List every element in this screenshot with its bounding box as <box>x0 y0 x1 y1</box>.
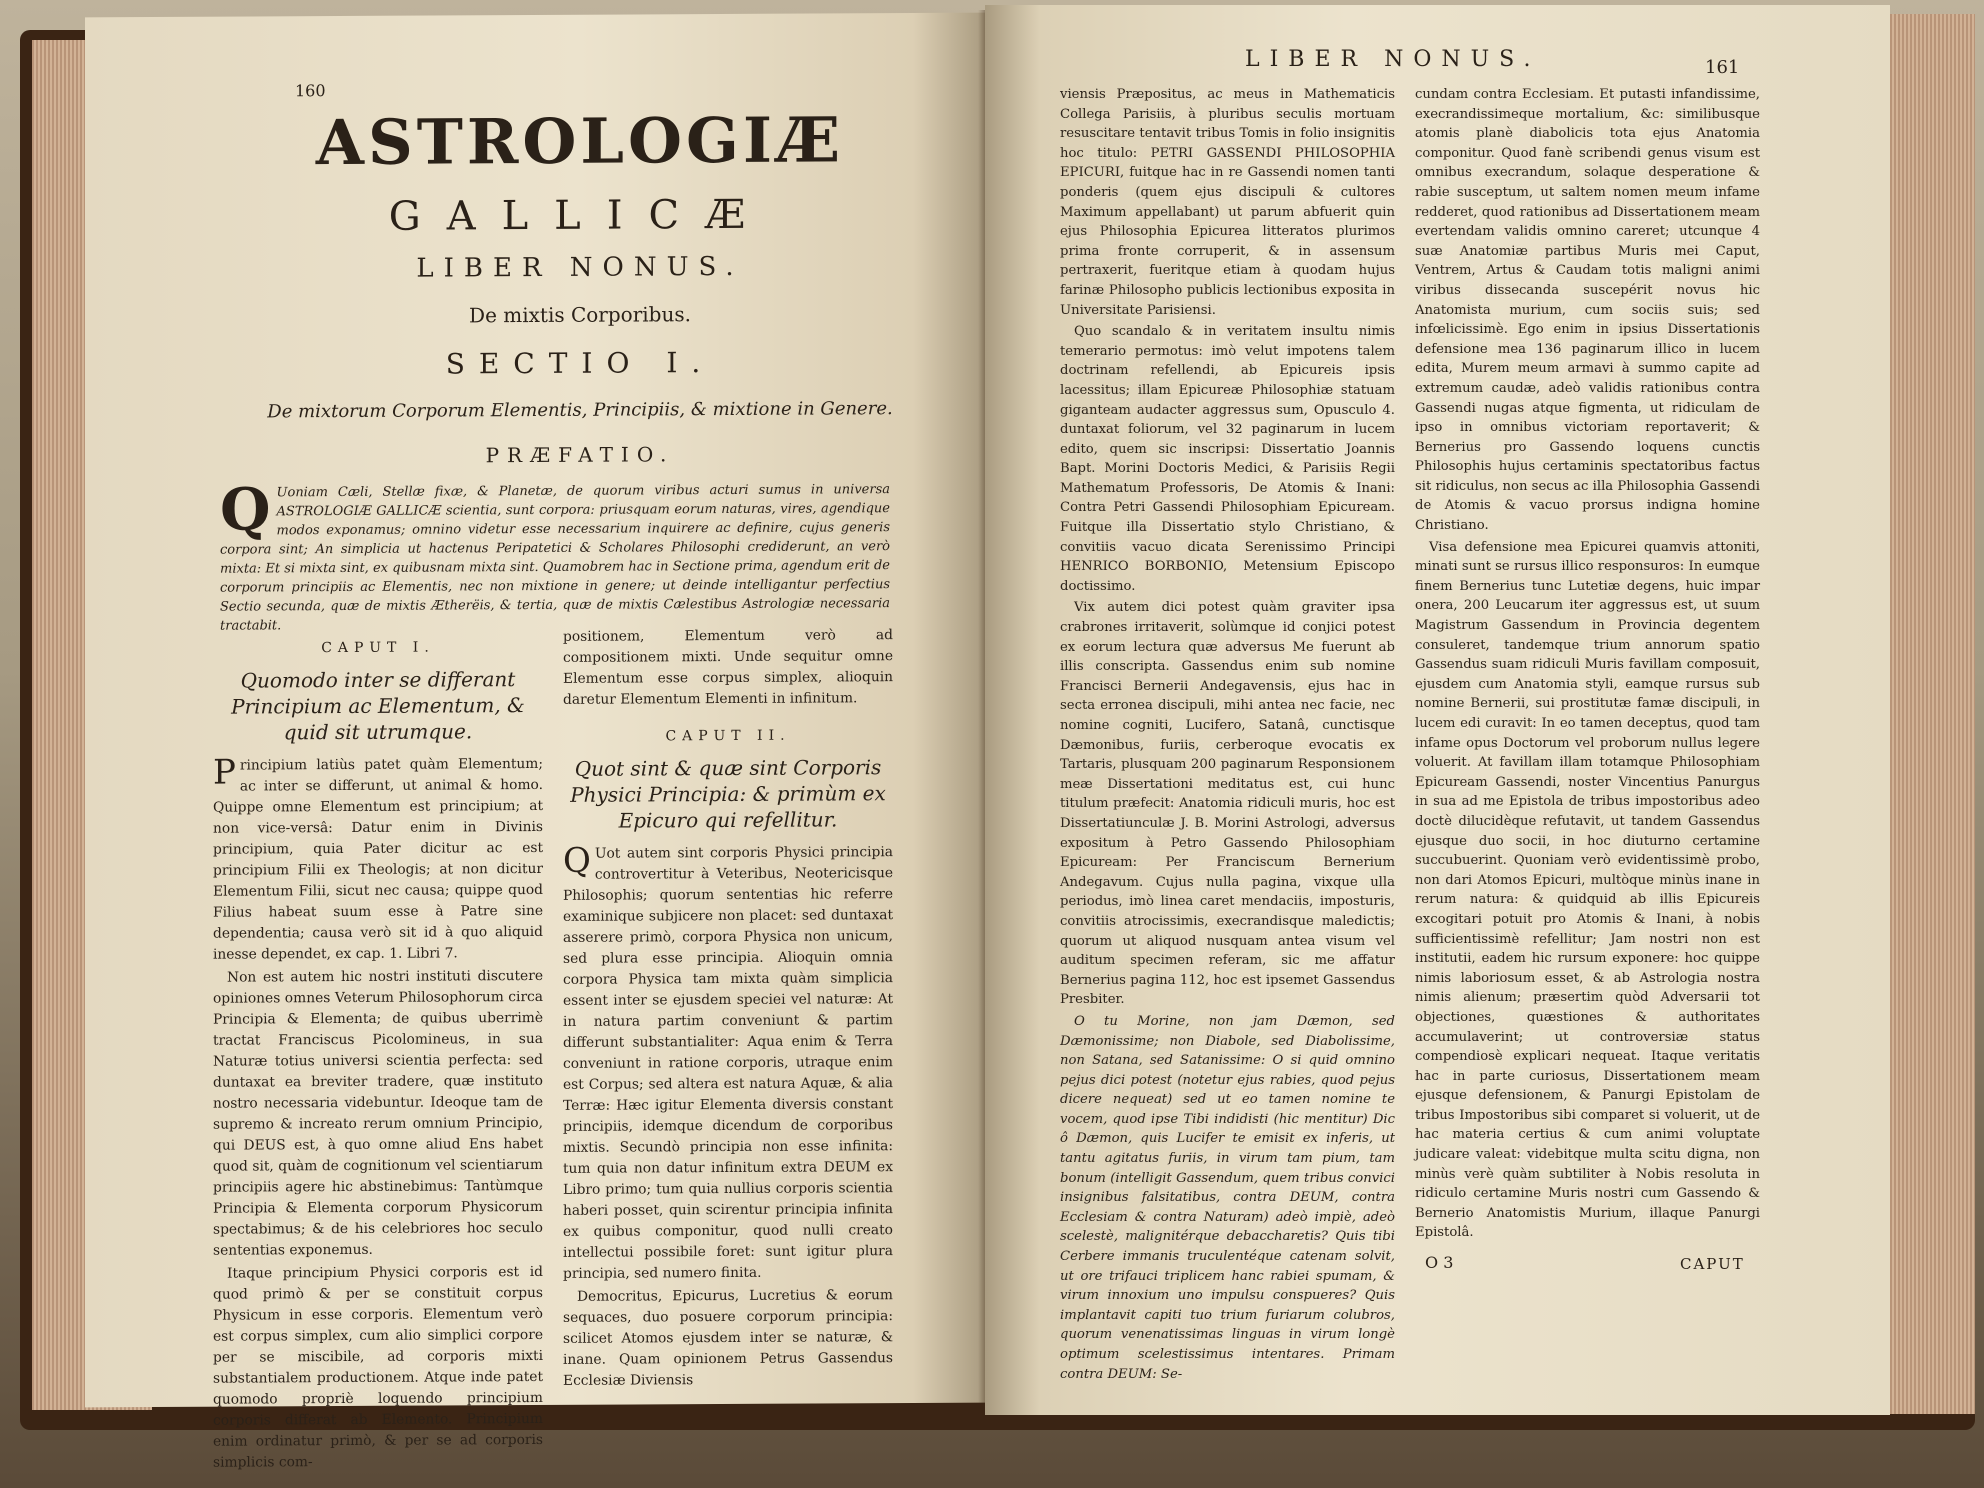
praefatio-text <box>220 475 890 636</box>
drop-cap: Q <box>563 840 591 881</box>
signature-mark: O 3 <box>1425 1253 1454 1272</box>
paragraph: rincipium latiùs patet quàm Elementum; ac inter se differunt, ut animal & homo. Quippe omne Elementum est principium; at non vice-versâ: Datur enim in Divinis principium, quia Pater dicitur ac est principium Filii ex Theologis; at non dicitur Elementum Filii, sicut nec causa; quippe quod Filius habeat suum esse à Patre sine dependentia; causa verò sit id à quo aliquid inesse dependet, ex cap. 1. Libri 7. <box>213 755 543 963</box>
paragraph: Itaque principium Physici corporis est id quod primò & per se constituit corpus Physicum in esse corporis. Elementum verò est corpus simplex, cum alio simplici corpore per se miscibile, ad corporis mixti substantialem productionem. Atque inde patet quomodo propriè loquendo principium corporis differat ab Elemento. Principium enim ordinatur primò, & per se ad corporis simplicis com- <box>213 1263 543 1471</box>
liber-heading: LIBER NONUS. <box>416 251 744 284</box>
drop-cap: P <box>213 752 236 793</box>
sectio-heading: SECTIO I. <box>445 346 715 381</box>
caput-heading: CAPUT I. <box>321 639 435 657</box>
left-column-1 <box>213 637 543 1476</box>
page-number: 160 <box>295 81 326 101</box>
paragraph: Non est autem hic nostri instituti discutere opiniones omnes Veterum Philosophorum circa Principia & Elementa; de quibus uberrimè tractat Franciscus Picolomineus, in sua Naturæ totius universi scientia perfecta: sed duntaxat ea breviter tradere, quæ instituto nostro necessaria videbuntur. Ideoque tam de supremo & increato rerum omnium Principio, qui DEUS est, à quo omne aliud Ens habet quod sit, quàm de cognitionum vel scientiarum principiis agere hic abstinebimus: Tantùmque Principia & Elementa corporum Physicorum spectabimus; & de his celebriores hoc seculo sententias exponemus. <box>213 967 543 1259</box>
subtitle: De mixtis Corporibus. <box>469 302 691 328</box>
paragraph: positionem, Elementum verò ad compositionem mixti. Unde sequitur omne Elementum esse corpus simplex, alioquin daretur Elementum Elementi in infinitum. <box>563 627 893 708</box>
paragraph: cundam contra Ecclesiam. Et putasti infandissime, execrandissimeque mortalium, &c: similibusque atomis planè diabolicis tota ejus Anatomia componitur. Quod fanè scribendi genus visum est omnibus execrandum, solaque desperatione & rabie susceptum, ut saltem nomen meum infame redderet, quod rationibus ad Dissertationem meam evertendam validis omnino careret; utcunque 4 suæ Anatomiæ partibus Muris mei Caput, Ventrem, Artus & Caudam totis maligni animi viribus dissecanda suscepérit novus hic Anatomista murium, cum sociis suis; sed infœlicissimè. Ego enim in ipsius Dissertationis defensione mea 136 paginarum illico in lucem edita, Murem meum armavi à summo capite ad extremum caudæ, adeò validis rationibus contra Gassendi nugas atque figmenta, ut ridiculam de ipso in omnibus victoriam reportaverit; & Bernerius pro Gassendo loquens cunctis Philosophis hujus certaminis spectatoribus factus sit ridiculus, non secus ac illa Philosophia Gassendi de Atomis & vacuo prorsus indigna homine Christiano. <box>1415 87 1760 534</box>
paragraph: viensis Præpositus, ac meus in Mathematicis Collega Parisiis, à pluribus seculis mortuam resuscitare tentavit tribus Tomis in folio insignitis hoc titulo: PETRI GASSENDI PHILOSOPHIA EPICURI, fuitque hac in re Gassendi nomen tanti ponderis (quem ejus discipuli & cultores Maximum appellabant) ut parum abfuerit quin ejus Philosophia Epicurea litteratos plurimos prima fronte corruperit, & in assensum pertraxerit, fueritque etiam à quodam hujus farinæ Philosopho publicis lectionibus exposita in Universitate Parisiensi. <box>1060 87 1395 318</box>
paragraph: Vix autem dici potest quàm graviter ipsa crabrones irritaverit, solùmque id conjici potest ex eorum lectura quæ adversus Me fuerunt ab illis conscripta. Gassendus enim sub nomine Francisci Bernerii Andegavensis, ejus hac in secta erronea discipuli, mihi antea nec facie, nec nomine cogniti, Lucifero, Satanâ, cunctisque Dæmonibus, furiis, cerberoque evocatis ex Tartaris, plusquam 200 paginarum Responsionem meæ Dissertationi meditatus est, cui hunc titulum præfecit: Anatomia ridiculi muris, hoc est Dissertatiunculæ J. B. Morini Astrologi, adversus expositum à Petro Gassendo Philosophiam Epicuream: Per Franciscum Bernerium Andegavum. Cujus nulla pagina, vixque ulla periodus, imò linea caret mendaciis, imposturis, convitiis atrocissimis, execrandisque maledictis; quorum ut aliquod nusquam antea visum vel auditum specimen referam, sic me affatur Bernerius pagina 112, hoc est ipsemet Gassendus Presbiter. <box>1060 600 1395 1008</box>
right-page <box>985 5 1890 1415</box>
caput-title: Quot sint & quæ sint Corporis Physici Principia: & primùm ex Epicuro qui refellitur. <box>570 755 886 833</box>
catchword: CAPUT <box>1680 1255 1745 1273</box>
book-subtitle: GALLICÆ <box>388 191 772 240</box>
right-column-1 <box>1060 85 1395 1386</box>
running-head: LIBER NONUS. <box>1245 47 1541 72</box>
paragraph: Democritus, Epicurus, Lucretius & eorum sequaces, duo posuere corporum principia: scilicet Atomos ejusdem inter se naturæ, & inane. Quam opinionem Petrus Gassendus Ecclesiæ Diviensis <box>563 1287 893 1389</box>
paragraph: O tu Morine, non jam Dæmon, sed Dæmonissime; non Diabole, sed Diabolissime, non Satana, sed Satanissime: O si quid omnino pejus dici potest (notetur ejus rabies, quod pejus dicere nequeat) sed ut eo tamen nomine te vocem, quod ipse Tibi indidisti (hic mentitur) Dic ô Dæmon, quis Lucifer te emisit ex inferis, ut tantu agitatus furiis, in virum tam pium, tam bonum (intelligit Gassendum, quem tribus convici insignibus falsitatibus, contra DEUM, contra Ecclesiam & contra Naturam) adeò impiè, adeò scelestè, malignitérque debaccharetis? Quis tibi Cerbere immanis truculentéque catenam solvit, ut ore trifauci triplicem hanc rabiei spumam, & virum innoxium uno impulsu conspueres? Quis implantavit capiti tuo trium furiarum colubros, quorum venenatissimas linguas in virum longè optimum scelestissimus intentares. Primam contra DEUM: Se- <box>1060 1013 1395 1382</box>
sectio-subtitle: De mixtorum Corporum Elementis, Principiis, & mixtione in Genere. <box>267 398 893 423</box>
page-number: 161 <box>1705 57 1740 78</box>
left-page <box>85 13 985 1471</box>
left-column-2 <box>563 625 893 1394</box>
praefatio-heading: PRÆFATIO. <box>485 442 675 468</box>
paragraph: Uot autem sint corporis Physici principia controvertitur à Veteribus, Neotericisque Philosophis; quorum sententias hic referre examinique subjicere non placet: sed duntaxat asserere primò, corpora Physica non unicum, sed plura esse principia. Alioquin omnia corpora Physica tam mixta quàm simplicia essent inter se ejusdem speciei vel naturæ: At in natura partim conveniunt & partim differunt substantialiter: Aqua enim & Terra conveniunt in ratione corporis, utraque enim est Corpus; sed altera est natura Aquæ, & alia Terræ: Hæc igitur Elementa diversis constant principiis, idemque dicendum de corporibus mixtis. Secundò principia non esse infinita: tum quia non datur infinitum extra DEUM ex Libro primo; tum quia nullius corporis scientia haberi posset, quin scirentur principia infinita ex quibus componitur, quod nulli creato intellectui possibile foret: sunt igitur plura principia, sed numero finita. <box>563 844 893 1282</box>
right-column-2 <box>1415 85 1760 1245</box>
drop-cap: Q <box>220 475 271 544</box>
paragraph: Quo scandalo & in veritatem insultu nimis temerario permotus: imò velut impotens talem doctrinam refellendi, ab Epicureis ipsis lacessitus; illam Epicureæ Philosophiæ statuam giganteam audacter aggressus sum, Opusculo 4. duntaxat foliorum, vel 32 paginarum in lucem edito, quem sic inscripsi: Dissertatio Joannis Bapt. Morini Doctoris Medici, & Parisiis Regii Mathematum Professoris, De Atomis & Inani: Contra Petri Gassendi Philosophiam Epicuream. Fuitque illa Dissertatio stylo Christiano, & convitiis vacuo dicata Serenissimo Principi HENRICO BORBONIO, Metensium Episcopo doctissimo. <box>1060 324 1395 594</box>
caput-title: Quomodo inter se differant Principium ac Elementum, & quid sit utrumque. <box>231 667 525 745</box>
book-title: ASTROLOGIÆ <box>315 103 845 180</box>
praefatio-body: Uoniam Cæli, Stellæ fixæ, & Planetæ, de quorum viribus acturi sumus in universa ASTROLOGIÆ GALLICÆ scientia, sunt corpora: priusquam eorum naturas, vires, agendique modos exponamus; omnino videtur esse necessarium inquirere ac definire, cujus generis corpora sint; An simplicia ut hactenus Peripatetici & Scholares Philosophi crediderunt, an verò mixta: Et si mixta sint, ex quibusnam mixta sint. Quamobrem hac in Sectione prima, agendum erit de corporum principiis ac Elementis, nec non mixtione in genere; ut deinde intelligantur perfectius Sectio secunda, quæ de mixtis Ætherëis, & tertia, quæ de mixtis Cælestibus Astrologiæ necessaria tractabit. <box>220 482 890 634</box>
caput-heading: CAPUT II. <box>665 727 791 745</box>
paragraph: Visa defensione mea Epicurei quamvis attoniti, minati sunt se rursus illico responsuros: In eumque finem Bernerius tunc Lutetiæ degens, huic impar onera, 200 Leucarum iter aggressus est, ut suum Magistrum Gassendum in Provincia degentem consuleret, tandemque trium annorum spatio Gassendus suam ridiculi Muris favillam composuit, ejusdem cum Anatomia styli, eamque rursus sub nomine Bernerii, sui prostitutæ famæ discipuli, in lucem edi curavit: In eo tamen deceptus, quod tam infame opus Doctorum vel proborum nullus legere voluerit. At favillam illam totamque Philosophiam Epicuream Gassendi, noster Vincentius Panurgus in sua ad me Epistola de tribus impostoribus adeo doctè dilucidèque refutavit, ut tandem Gassendus ejusque duo socii, in hoc diuturno certamine succubuerint. Quoniam verò evidentissimè probo, non dari Atomos Epicuri, multòque minùs inane in rerum natura: & quidquid ab illis Epicureis excogitari potuit pro Atomis & Inani, à nobis sufficientissimè refellitur; Jam nostri non est institutii, eadem hic rursum exponere: hoc quippe nimis laboriosum esset, & ab Astrologia nostra nimis alienum; præsertim quòd Adversarii tot objectiones, quæstiones & authoritates accumulaverint; ut controversiæ status compendiosè explicari nequeat. Itaque veritatis hac in parte curiosus, Dissertationem meam ejusque defensionem, & Panurgi Epistolam de tribus Impostoribus sibi comparet si voluerit, ut de hac materia certius & cum animi voluptate judicare valeat: videbitque multa scitu digna, non minùs verè quàm subtiliter à Nobis resoluta in ridiculo certamine Muris nostri cum Gassendo & Bernerio Anatomistis Murium, illaque Panurgi Epistolâ. <box>1415 539 1760 1241</box>
